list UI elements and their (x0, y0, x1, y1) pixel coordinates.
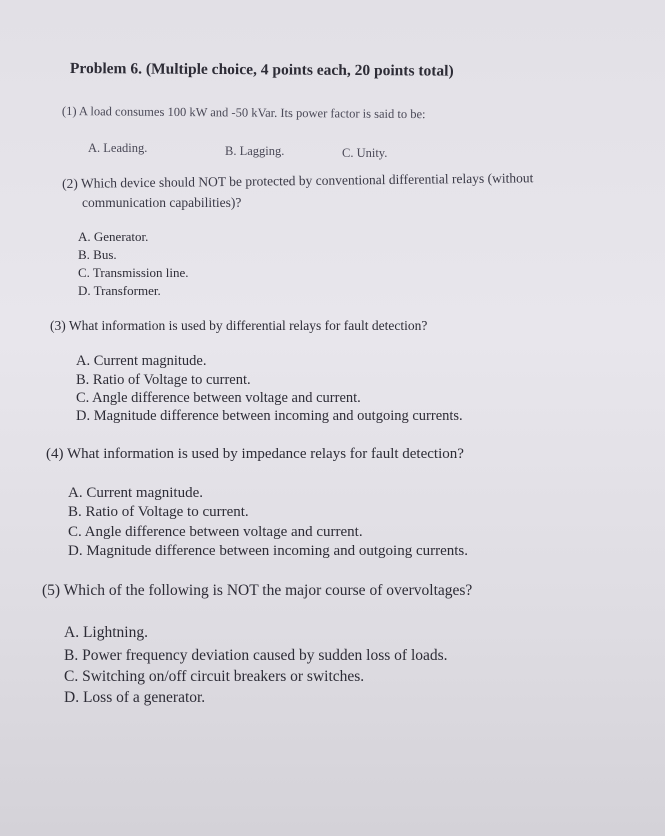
question-2-text-line-1: (2) Which device should NOT be protected by conventional differential relays (without (62, 170, 534, 191)
question-1-option-a: A. Leading. (88, 141, 148, 155)
question-5-text: (5) Which of the following is NOT the major course of overvoltages? (42, 582, 473, 599)
question-2-option-c: C. Transmission line. (78, 265, 189, 280)
question-2-text-line-2: communication capabilities)? (82, 195, 242, 210)
question-2-option-d: D. Transformer. (78, 283, 161, 298)
question-4-option-b: B. Ratio of Voltage to current. (68, 504, 249, 520)
question-5-option-b: B. Power frequency deviation caused by sudden loss of loads. (64, 647, 448, 664)
question-3-option-b: B. Ratio of Voltage to current. (76, 372, 251, 388)
question-4-option-c: C. Angle difference between voltage and current. (68, 524, 363, 540)
problem-heading: Problem 6. (Multiple choice, 4 points each, 20 points total) (69, 60, 454, 80)
question-4-option-a: A. Current magnitude. (68, 485, 203, 501)
question-3-option-c: C. Angle difference between voltage and current. (76, 390, 361, 406)
question-1-option-b: B. Lagging. (225, 144, 285, 158)
question-4-text: (4) What information is used by impedance relays for fault detection? (46, 446, 464, 462)
question-4-option-d: D. Magnitude difference between incoming and outgoing currents. (68, 543, 469, 559)
question-1-option-c: C. Unity. (342, 146, 388, 160)
question-5-option-c: C. Switching on/off circuit breakers or switches. (64, 668, 365, 685)
question-5-option-d: D. Loss of a generator. (64, 689, 206, 706)
question-2-option-b: B. Bus. (78, 247, 117, 262)
question-2-option-a: A. Generator. (78, 229, 149, 244)
question-3-option-d: D. Magnitude difference between incoming and outgoing currents. (76, 408, 463, 424)
question-5-option-a: A. Lightning. (64, 624, 148, 641)
question-1-text: (1) A load consumes 100 kW and -50 kVar. Its power factor is said to be: (61, 104, 426, 122)
question-3-text: (3) What information is used by differential relays for fault detection? (50, 318, 428, 333)
question-3-option-a: A. Current magnitude. (76, 353, 207, 369)
